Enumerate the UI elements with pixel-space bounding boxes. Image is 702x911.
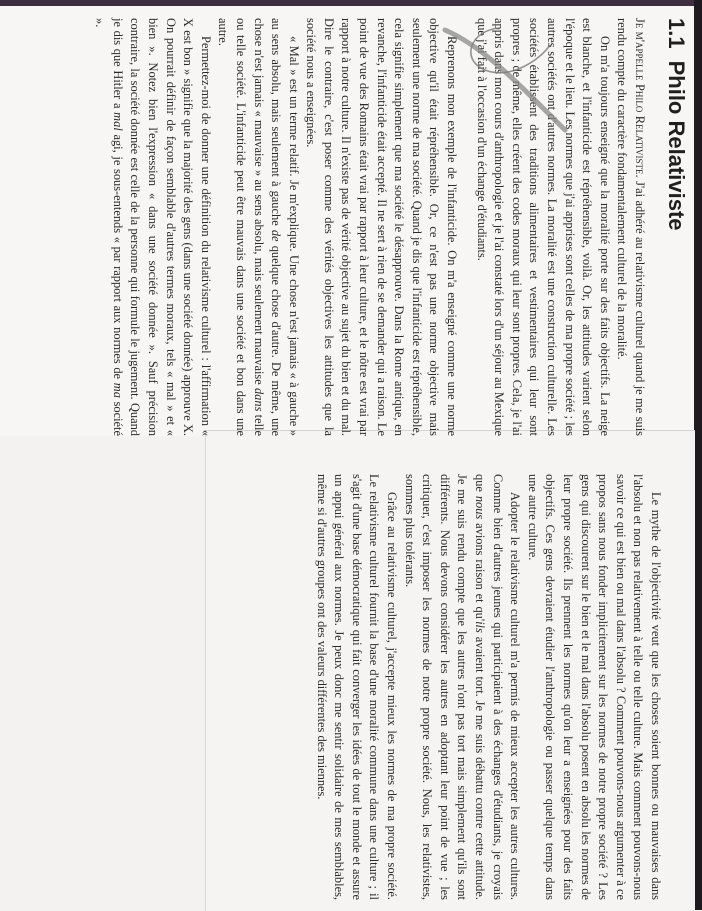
paragraph (613, 18, 648, 436)
paragraph-text: telle ou telle société. L'infanticide peut être mauvais dans une société et bon dans une autre. (216, 18, 266, 436)
paragraph-text: « Mal » est un terme relatif. Je m'explique. Une chose n'est jamais « à gauche » au sens absolu, mais seulement à gauche (269, 18, 301, 436)
paragraph-text: quelque chose d'autre. De même, une chose n'est jamais « mauvaise » au sens absolu, mais seulement mauvaise (251, 18, 284, 436)
page-2-text (219, 474, 664, 900)
paragraph (214, 18, 302, 436)
paragraph: On m'a toujours enseigné que la moralité porte sur des faits objectifs. La neige est blanche, et l'infanticide est répréhensible, voilà. Or, les attitudes varient selon l'époque et le lieu. Les normes que j'ai apprises sont celles de ma propre société ; les autres sociétés ont d'autres normes. La moralité est une construction culturelle. Les sociétés établissent des traditions alimentaires et vestimentaires qui leur sont propres ; de même, elles créent des codes moraux qui leur sont propres. Cela, je l'ai appris dans mon cours d'anthropologie et je l'ai constaté lors d'un séjour au Mexique que j'ai fait à l'occasion d'un échange d'étudiants. (474, 18, 612, 436)
emphasis: dans (251, 387, 266, 412)
paragraph-text: Permettez-moi de donner une définition du relativisme culturel : l'affirmation « X est bon » signifie que la majorité des gens (dans une société donnée) approuve X. On pourrait définir de façon semblable d'autres termes moraux, tels « mal » et « bien ». Notez bien l'expression « dans une société donnée ». Sauf précision contraire, la société donnée est celle de la personne qui formule le jugement. Quand je dis que Hitler a (110, 18, 213, 436)
chapter-heading (662, 18, 690, 436)
paragraph-text: J'ai adhéré au relativisme culturel quand je me suis rendu compte du caractère fondamentalement culturel de la moralité. (615, 18, 647, 436)
paragraph-text: Adopter le relativisme culturel m'a permis de mieux accepter les autres cultures. Comme bien d'autres jeunes qui participaient à des échanges d'étudiants, je croyais que (473, 474, 523, 900)
emphasis: de (269, 229, 284, 242)
paragraph-text: avaient tort. Je me suis débattu contre cette attitude. Je me suis rendu compte que les autres n'ont pas tort mais simplement qu'ils sont différents. Nous devons considérer les autres en adoptant leur point de vue ; les critiquer, c'est imposer les normes de notre propre société. Nous, les relativistes, sommes plus tolérants. (402, 474, 488, 900)
paragraph: Reprenons mon exemple de l'infanticide. On m'a enseigné comme une norme objective qu'il était répréhensible. Or, ce n'est pas une norme objective mais seulement une norme de ma société. Quand je dis que l'infanticide est répréhensible, cela signifie simplement que ma société le désapprouve. Dans la Rome antique, en revanche, l'infanticide était accepté. Il ne sert à rien de se demander qui a raison. Le point de vue des Romains était vrai par rapport à leur culture, et le nôtre est vrai par rapport à notre culture. Il n'existe pas de vérité objective au sujet du bien et du mal. Dire le contraire, c'est poser comme des vérités objectives les attitudes que la société nous a enseignées. (304, 18, 460, 436)
paragraph: Grâce au relativisme culturel, j'accepte mieux les normes de ma propre société. Le relativisme culturel fournit la base d'une moralité commune dans une culture ; il s'agit d'une base démocratique qui fait converger les idées de tout le monde et assure un appui général aux normes. Je peux donc me sentir solidaire de mes semblables, même si d'autres groupes ont des valeurs différentes des miennes. (314, 474, 400, 900)
chapter-title: Philo Relativiste (664, 60, 689, 231)
paragraph: Le mythe de l'objectivité veut que les choses soient bonnes ou mauvaises dans l'absolu et non pas relativement à telle ou telle culture. Mais comment pouvons-nous savoir ce qui est bien ou mal dans l'absolu ? Comment pouvons-nous argumenter à ce propos sans nous fonder implicitement sur les normes de notre propre société ? Les gens qui discourent sur le bien et le mal dans l'absolu posent en absolu les normes de leur propre société. Ils prennent les normes qu'on leur a enseignées pour des faits objectifs. Ces gens devraient étudier l'anthropologie ou passer quelque temps dans une autre culture. (525, 474, 663, 900)
paragraph-text: société ». (93, 18, 125, 437)
paragraph (91, 18, 214, 436)
emphasis: ils (473, 621, 488, 633)
emphasis: ma (110, 382, 125, 398)
chapter-number: 1.1 (664, 18, 689, 49)
scan-right-edge (694, 0, 702, 910)
paragraph-text: agi, je sous-entends « par rapport aux normes de (110, 130, 125, 383)
emphasis: nous (473, 495, 488, 520)
emphasis: mal (110, 112, 125, 131)
paragraph-lead: Je m'appelle Philo Relativiste. (633, 18, 647, 178)
paragraph-text: avions raison et qu' (473, 519, 488, 622)
paragraph (400, 474, 523, 900)
page-1-text (0, 18, 690, 436)
